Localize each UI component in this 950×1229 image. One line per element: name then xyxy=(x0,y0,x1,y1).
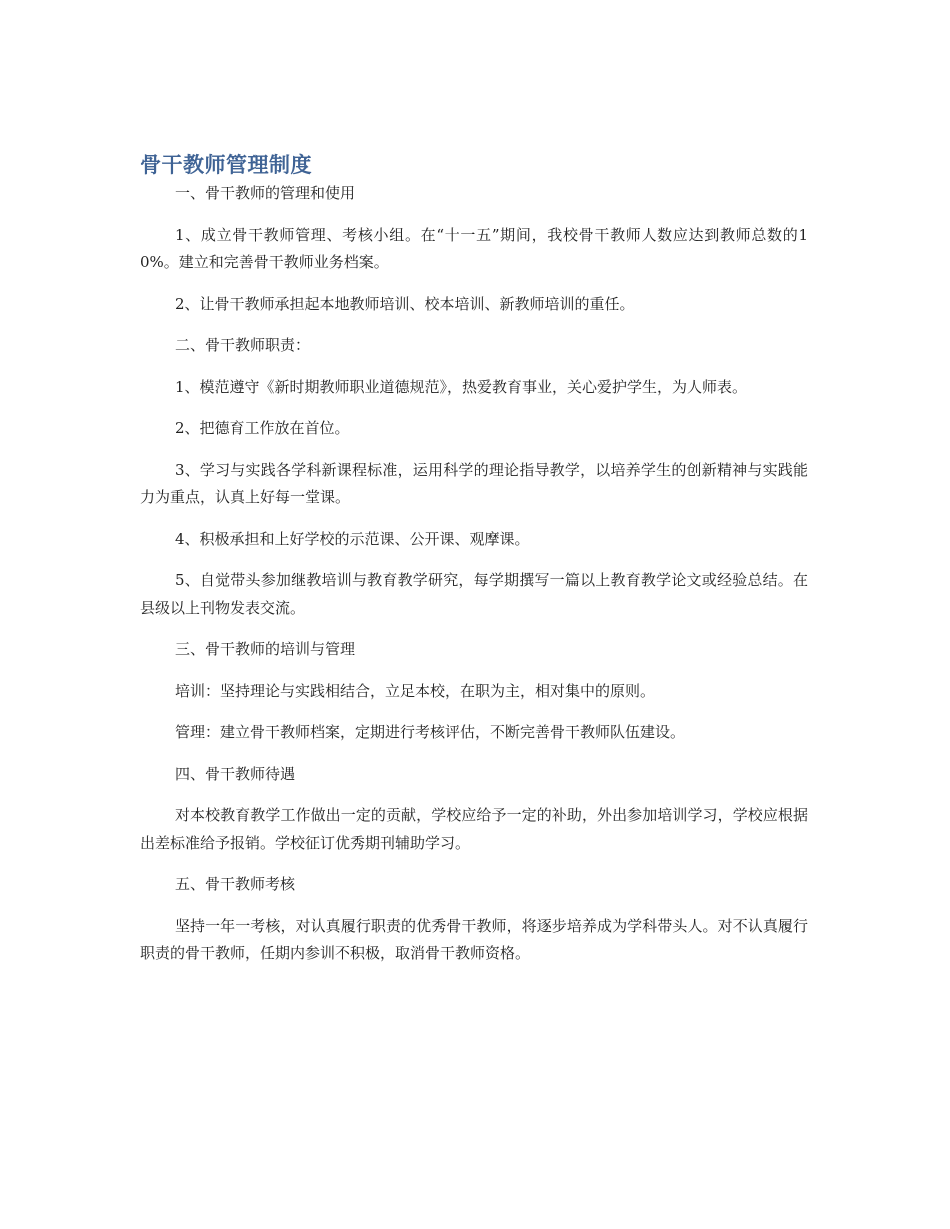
paragraph: 3、学习与实践各学科新课程标准，运用科学的理论指导教学，以培养学生的创新精神与实践能力为重点，认真上好每一堂课。 xyxy=(140,460,808,506)
paragraph: 培训：坚持理论与实践相结合，立足本校，在职为主，相对集中的原则。 xyxy=(174,681,655,700)
paragraph: 2、让骨干教师承担起本地教师培训、校本培训、新教师培训的重任。 xyxy=(174,294,635,313)
section-heading-assessment: 五、骨干教师考核 xyxy=(174,875,295,893)
section-heading-duties: 二、骨干教师职责： xyxy=(174,336,310,354)
paragraph: 1、成立骨干教师管理、考核小组。在“十一五”期间，我校骨干教师人数应达到教师总数的10%。建立和完善骨干教师业务档案。 xyxy=(140,225,808,271)
section-heading-training: 三、骨干教师的培训与管理 xyxy=(174,640,355,658)
section-heading-management: 一、骨干教师的管理和使用 xyxy=(174,184,355,202)
document-title: 骨干教师管理制度 xyxy=(140,153,312,177)
section-heading-benefits: 四、骨干教师待遇 xyxy=(174,764,295,783)
paragraph: 1、模范遵守《新时期教师职业道德规范》，热爱教育事业，关心爱护学生，为人师表。 xyxy=(174,377,747,396)
paragraph: 管理：建立骨干教师档案，定期进行考核评估，不断完善骨干教师队伍建设。 xyxy=(174,723,685,741)
paragraph: 2、把德育工作放在首位。 xyxy=(174,419,350,437)
paragraph: 对本校教育教学工作做出一定的贡献，学校应给予一定的补助，外出参加培训学习，学校应根据出差标准给予报销。学校征订优秀期刊辅助学习。 xyxy=(140,806,808,852)
paragraph: 5、自觉带头参加继教培训与教育教学研究，每学期撰写一篇以上教育教学论文或经验总结。在县级以上刊物发表交流。 xyxy=(140,571,808,617)
paragraph: 4、积极承担和上好学校的示范课、公开课、观摩课。 xyxy=(174,529,530,548)
document-body xyxy=(140,150,808,982)
paragraph: 坚持一年一考核，对认真履行职责的优秀骨干教师，将逐步培养成为学科带头人。对不认真履行职责的骨干教师，任期内参训不积极，取消骨干教师资格。 xyxy=(140,916,808,962)
